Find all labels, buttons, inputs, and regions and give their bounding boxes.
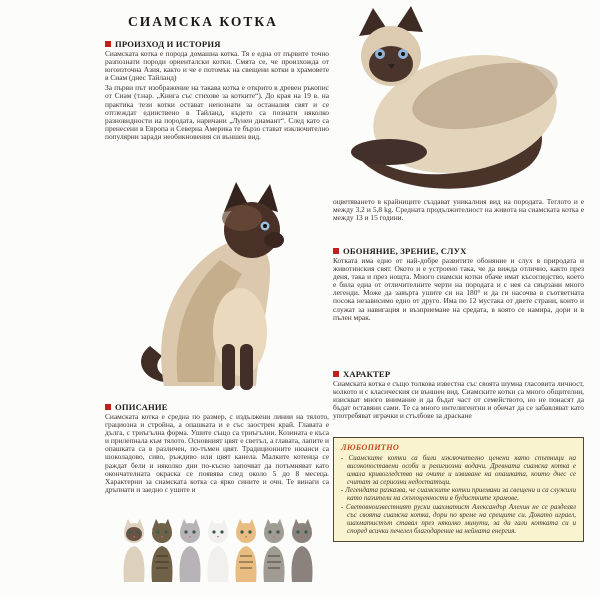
- origin-paragraphs: [105, 50, 329, 143]
- red-square-bullet-icon: [333, 371, 339, 377]
- red-square-bullet-icon: [105, 41, 111, 47]
- info-box-item: - Сиамските котки са били изключително ценени като спътници на високопоставени особи и религиозни водачи. Древната сиамска котка е имала кривогледство на очите и извиване на опашката, които днес се считат за сериозни недостатъци.: [341, 454, 576, 486]
- siamese-cat-sitting-photo: [118, 180, 318, 392]
- origin-paragraph-1: Сиамската котка е порода домашна котка. Тя е една от първите точно разпознати породи ориенталски котки. Смята се, че произхожда от югоизточна Азия, както и че е потомък на свещени котки в храмовете в Сиам (днес Тайланд): [105, 49, 329, 83]
- siamese-cat-sitting-illustration: [118, 180, 318, 392]
- section-heading-origin: [105, 39, 329, 49]
- kittens-photo: [107, 516, 329, 582]
- info-box-heading: ЛЮБОПИТНО: [341, 443, 400, 452]
- section-heading-label: ПРОИЗХОД И ИСТОРИЯ: [115, 39, 221, 49]
- character-paragraph: Сиамската котка е също толкова известна със своята шумна гласовита личност, колкото и с класическия си външен вид. Сиамските котки са много общителни, изискват много внимание и да бъдат част от семейството, но не понасят да бъдат оставяни сами. Те са много интелигентни и обичат да се забавляват като употребяват играчки и стълбове за драскане: [333, 379, 584, 421]
- red-square-bullet-icon: [105, 404, 111, 410]
- kitten-illustration: [286, 518, 318, 582]
- info-box-item: - Легендата разказва, че сиамските котки приемани за свещени и са служили като пазители на скъпоценности в будистките храмове.: [341, 486, 576, 502]
- section-heading-character: [333, 369, 584, 379]
- siamese-cat-lying-photo: [333, 2, 585, 196]
- siamese-cat-lying-illustration: [333, 2, 585, 196]
- page-title: СИАМСКА КОТКА: [128, 14, 278, 29]
- info-box-item: - Световноизвестният руски шахматист Александър Алехин не се разделял със своята сиамска котка, дори по време на срещите си. Докато играел, шахматистът ставал през няколко минути, за да гали котката си и според всички печелел благодарение на нейната енергия.: [341, 503, 576, 535]
- info-box: [333, 437, 584, 542]
- description-continuation-paragraph: оцветяването в крайниците създават уникалния вид на породата. Теглото и е между 3,2 и 5,8 kg. Средната продължителност на живота на сиамската котка е между 13 и 15 години.: [333, 197, 584, 223]
- red-square-bullet-icon: [333, 248, 339, 254]
- section-heading-description: [105, 402, 329, 412]
- description-paragraph: Сиамската котка е средна по размер, с издължени линии на тялото, грациозна и стройна, а опашката и е със заострен край. Главата е дълга, с триъгълна форма. Ушите също са триъгълни. Козината е къса и прилепнала към тялото. Основният цвят е светъл, а главата, лапите и опашката са в различен, по-тъмен цвят. Традиционните нюанси са шоколадово, сиво, ръждиво или цвят канела. Малките котенца се раждат бели и няколко дни по-късно започват да потъмняват като окончателната окраска се появява след около 5 до 8 месеца. Характерни за сиамската котка са ярко сините и очи. Те винаги са дръпнати и заедно с ушите и: [105, 412, 329, 494]
- section-heading-senses: [333, 246, 584, 256]
- section-heading-label: ОПИСАНИЕ: [115, 402, 168, 412]
- section-heading-label: ХАРАКТЕР: [343, 369, 391, 379]
- section-heading-label: ОБОНЯНИЕ, ЗРЕНИЕ, СЛУХ: [343, 246, 467, 256]
- origin-paragraph-2: За първи път изображение на такава котка е открито в древен ръкопис от Сиам (т.нар. „Книга със стихове за котките“). До края на 19 в. на практика тези котки остават непознати за останалия свят и се отглеждат единствено в Тайланд, където са познати няколко разновидности на породата, наричани „Лунен диамант“. След като са пренесени в Европа и Северна Америка те бързо стават изключително популярни заради необикновения си външен вид.: [105, 83, 329, 141]
- senses-paragraph: Котката има едно от най-добре развитите обоняние и слух в природата и животинския свят. Окото и е устроено така, че да вижда отлично, както през деня, така и през нощта. Много сиамски котки обаче имат късогледство, което е била една от отличителните черти на породата и с нея са свързани много легенди. Може да завърта ушите си на 180° и да ги насочва в съответната посока независимо едно от друго. Има по 12 мустака от двете страни, които и служат за навигация и възприемане на средата, в която се намира, дори и в пълен мрак.: [333, 256, 584, 322]
